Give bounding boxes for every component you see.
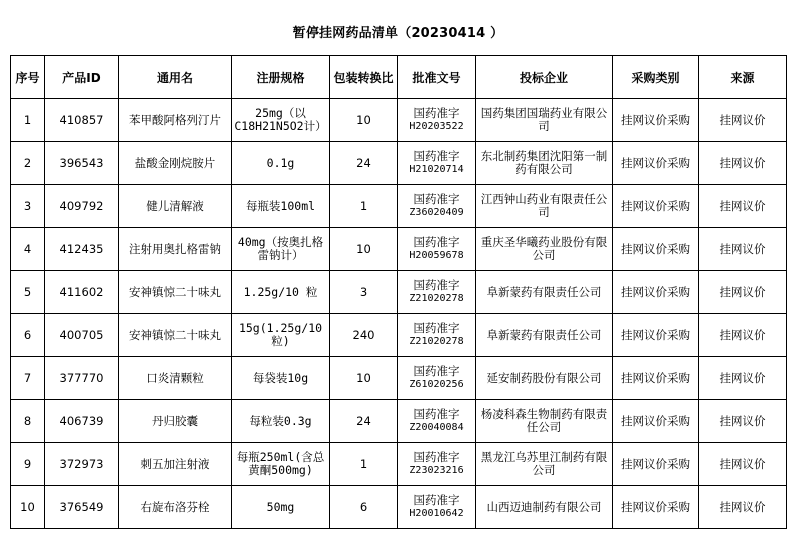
cell-product-id: 412435	[45, 228, 119, 271]
cell-source: 挂网议价	[699, 228, 787, 271]
cell-purchase-category: 挂网议价采购	[613, 486, 699, 529]
approval-code: H20010642	[409, 508, 464, 519]
cell-seq: 4	[11, 228, 45, 271]
cell-pack-ratio: 6	[330, 486, 398, 529]
cell-seq: 9	[11, 443, 45, 486]
approval-prefix: 国药准字	[413, 321, 460, 335]
cell-seq: 1	[11, 99, 45, 142]
cell-pack-ratio: 10	[330, 228, 398, 271]
cell-spec: 50mg	[232, 486, 330, 529]
cell-bidding-company: 杨凌科森生物制药有限责任公司	[476, 400, 613, 443]
cell-generic-name: 安神镇惊二十味丸	[119, 314, 232, 357]
cell-pack-ratio: 1	[330, 185, 398, 228]
table-row	[11, 271, 787, 314]
cell-approval-no	[398, 314, 476, 357]
approval-prefix: 国药准字	[413, 235, 460, 249]
cell-spec: 25mg（以C18H21N5O2计）	[232, 99, 330, 142]
table-row	[11, 443, 787, 486]
approval-code: Z36020409	[409, 207, 464, 218]
cell-bidding-company: 国药集团国瑞药业有限公司	[476, 99, 613, 142]
approval-code: Z20040084	[409, 422, 464, 433]
cell-product-id: 396543	[45, 142, 119, 185]
cell-pack-ratio: 1	[330, 443, 398, 486]
approval-prefix: 国药准字	[413, 407, 460, 421]
cell-source: 挂网议价	[699, 400, 787, 443]
cell-purchase-category: 挂网议价采购	[613, 400, 699, 443]
cell-seq: 10	[11, 486, 45, 529]
table-body	[11, 99, 787, 529]
approval-code: Z61020256	[409, 379, 464, 390]
cell-bidding-company: 山西迈迪制药有限公司	[476, 486, 613, 529]
cell-seq: 7	[11, 357, 45, 400]
cell-bidding-company: 江西钟山药业有限责任公司	[476, 185, 613, 228]
drug-list-table	[10, 55, 787, 529]
cell-purchase-category: 挂网议价采购	[613, 142, 699, 185]
cell-pack-ratio: 24	[330, 142, 398, 185]
cell-approval-no	[398, 486, 476, 529]
cell-seq: 3	[11, 185, 45, 228]
cell-generic-name: 安神镇惊二十味丸	[119, 271, 232, 314]
cell-seq: 8	[11, 400, 45, 443]
cell-generic-name: 健儿清解液	[119, 185, 232, 228]
cell-source: 挂网议价	[699, 271, 787, 314]
cell-generic-name: 丹归胶囊	[119, 400, 232, 443]
header-pack-ratio: 包装转换比	[330, 56, 398, 99]
cell-generic-name: 刺五加注射液	[119, 443, 232, 486]
cell-spec: 15g(1.25g/10粒)	[232, 314, 330, 357]
table-row	[11, 228, 787, 271]
cell-approval-no	[398, 357, 476, 400]
approval-code: H21020714	[409, 164, 464, 175]
cell-bidding-company: 重庆圣华曦药业股份有限公司	[476, 228, 613, 271]
cell-purchase-category: 挂网议价采购	[613, 99, 699, 142]
table-row	[11, 400, 787, 443]
cell-product-id: 409792	[45, 185, 119, 228]
cell-bidding-company: 阜新蒙药有限责任公司	[476, 271, 613, 314]
table-header-row	[11, 56, 787, 99]
cell-spec: 每袋装10g	[232, 357, 330, 400]
approval-prefix: 国药准字	[413, 149, 460, 163]
header-spec: 注册规格	[232, 56, 330, 99]
cell-spec: 1.25g/10 粒	[232, 271, 330, 314]
cell-pack-ratio: 10	[330, 357, 398, 400]
cell-generic-name: 右旋布洛芬栓	[119, 486, 232, 529]
cell-approval-no	[398, 185, 476, 228]
approval-code: Z21020278	[409, 336, 464, 347]
cell-spec: 每粒装0.3g	[232, 400, 330, 443]
cell-product-id: 406739	[45, 400, 119, 443]
cell-source: 挂网议价	[699, 486, 787, 529]
approval-code: H20059678	[409, 250, 464, 261]
cell-seq: 6	[11, 314, 45, 357]
approval-prefix: 国药准字	[413, 450, 460, 464]
cell-pack-ratio: 3	[330, 271, 398, 314]
cell-source: 挂网议价	[699, 443, 787, 486]
cell-product-id: 411602	[45, 271, 119, 314]
cell-product-id: 400705	[45, 314, 119, 357]
cell-source: 挂网议价	[699, 142, 787, 185]
table-row	[11, 99, 787, 142]
cell-generic-name: 口炎清颗粒	[119, 357, 232, 400]
header-purchase-category: 采购类别	[613, 56, 699, 99]
cell-bidding-company: 延安制药股份有限公司	[476, 357, 613, 400]
cell-generic-name: 苯甲酸阿格列汀片	[119, 99, 232, 142]
approval-code: H20203522	[409, 121, 464, 132]
cell-approval-no	[398, 443, 476, 486]
approval-prefix: 国药准字	[413, 364, 460, 378]
cell-approval-no	[398, 271, 476, 314]
approval-code: Z23023216	[409, 465, 464, 476]
cell-pack-ratio: 240	[330, 314, 398, 357]
cell-source: 挂网议价	[699, 357, 787, 400]
cell-approval-no	[398, 400, 476, 443]
approval-prefix: 国药准字	[413, 192, 460, 206]
approval-prefix: 国药准字	[413, 278, 460, 292]
table-row	[11, 314, 787, 357]
table-row	[11, 142, 787, 185]
cell-seq: 2	[11, 142, 45, 185]
header-approval-no: 批准文号	[398, 56, 476, 99]
cell-product-id: 410857	[45, 99, 119, 142]
header-seq: 序号	[11, 56, 45, 99]
approval-prefix: 国药准字	[413, 493, 460, 507]
cell-spec: 每瓶250ml(含总黄酮500mg)	[232, 443, 330, 486]
header-bidding-company: 投标企业	[476, 56, 613, 99]
cell-generic-name: 盐酸金刚烷胺片	[119, 142, 232, 185]
cell-bidding-company: 黑龙江乌苏里江制药有限公司	[476, 443, 613, 486]
cell-approval-no	[398, 228, 476, 271]
header-source: 来源	[699, 56, 787, 99]
cell-source: 挂网议价	[699, 185, 787, 228]
cell-pack-ratio: 24	[330, 400, 398, 443]
cell-bidding-company: 阜新蒙药有限责任公司	[476, 314, 613, 357]
cell-approval-no	[398, 142, 476, 185]
cell-purchase-category: 挂网议价采购	[613, 185, 699, 228]
cell-spec: 40mg（按奥扎格雷钠计）	[232, 228, 330, 271]
cell-product-id: 372973	[45, 443, 119, 486]
cell-bidding-company: 东北制药集团沈阳第一制药有限公司	[476, 142, 613, 185]
header-product-id: 产品ID	[45, 56, 119, 99]
cell-purchase-category: 挂网议价采购	[613, 443, 699, 486]
cell-seq: 5	[11, 271, 45, 314]
table-row	[11, 486, 787, 529]
cell-approval-no	[398, 99, 476, 142]
cell-spec: 0.1g	[232, 142, 330, 185]
cell-purchase-category: 挂网议价采购	[613, 271, 699, 314]
cell-spec: 每瓶装100ml	[232, 185, 330, 228]
cell-product-id: 376549	[45, 486, 119, 529]
cell-purchase-category: 挂网议价采购	[613, 357, 699, 400]
table-row	[11, 357, 787, 400]
cell-purchase-category: 挂网议价采购	[613, 314, 699, 357]
cell-pack-ratio: 10	[330, 99, 398, 142]
table-row	[11, 185, 787, 228]
cell-purchase-category: 挂网议价采购	[613, 228, 699, 271]
approval-prefix: 国药准字	[413, 106, 460, 120]
approval-code: Z21020278	[409, 293, 464, 304]
cell-generic-name: 注射用奥扎格雷钠	[119, 228, 232, 271]
cell-source: 挂网议价	[699, 314, 787, 357]
cell-source: 挂网议价	[699, 99, 787, 142]
document-title: 暂停挂网药品清单（20230414 ）	[292, 26, 504, 41]
cell-product-id: 377770	[45, 357, 119, 400]
header-generic-name: 通用名	[119, 56, 232, 99]
